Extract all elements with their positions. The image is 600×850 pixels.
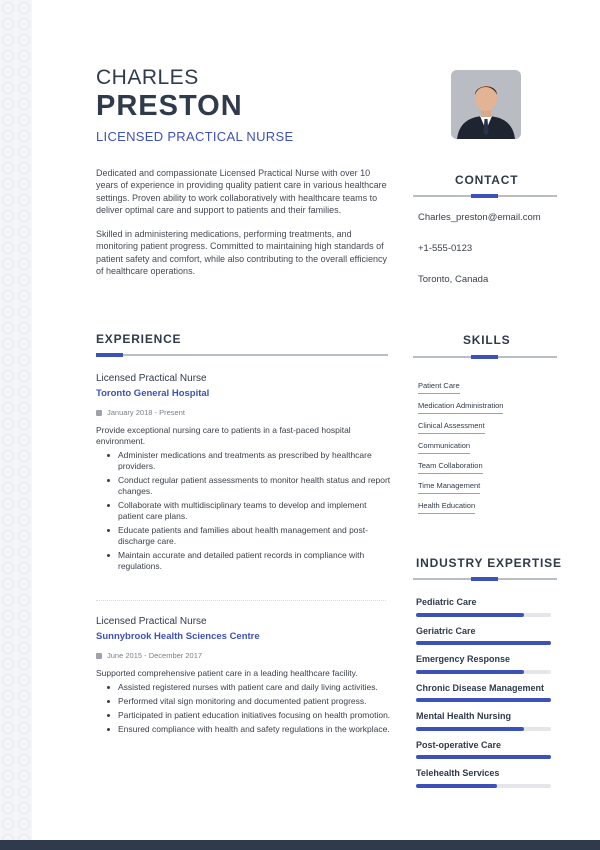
- industry-expertise-heading: INDUSTRY EXPERTISE: [416, 556, 562, 570]
- job-bullet: Administer medications and treatments as prescribed by healthcare providers.: [96, 450, 392, 472]
- professional-summary: [96, 167, 388, 277]
- profile-photo-image: [451, 70, 521, 139]
- footer-band: [0, 840, 600, 850]
- contact-phone[interactable]: +1-555-0123: [418, 243, 473, 254]
- expertise-bar-fill: [416, 613, 524, 617]
- expertise-label: Pediatric Care: [416, 597, 477, 607]
- expertise-label: Telehealth Services: [416, 768, 500, 778]
- expertise-item: [416, 739, 556, 760]
- first-name: CHARLES: [96, 66, 199, 89]
- skills-heading: SKILLS: [463, 333, 511, 347]
- industry-expertise-list: [416, 596, 556, 796]
- expertise-bar-track: [416, 784, 551, 788]
- expertise-label: Mental Health Nursing: [416, 711, 512, 721]
- job-bullet: Ensured compliance with health and safety regulations in the workplace.: [96, 724, 392, 735]
- job-role: Licensed Practical Nurse: [96, 373, 207, 384]
- expertise-bar-track: [416, 613, 551, 617]
- expertise-bar-track: [416, 698, 551, 702]
- job-dates-text: June 2015 - December 2017: [107, 651, 203, 660]
- contact-email[interactable]: Charles_preston@email.com: [418, 212, 541, 223]
- job-dates-text: January 2018 - Present: [107, 408, 185, 417]
- calendar-icon: [96, 410, 102, 416]
- expertise-label: Post-operative Care: [416, 739, 502, 750]
- last-name: PRESTON: [96, 90, 243, 122]
- summary-paragraph: Dedicated and compassionate Licensed Practical Nurse with over 10 years of experience in providing quality patient care in various healthcare settings. Proven ability to work collaboratively with healthcare teams to deliver optimal care and support to patients and their families.: [96, 168, 387, 215]
- job-description: Supported comprehensive patient care in a leading healthcare facility.: [96, 668, 358, 678]
- expertise-bar-fill: [416, 784, 497, 788]
- job-bullets: [96, 450, 392, 572]
- skill-tag: Medication Administration: [418, 401, 503, 414]
- expertise-label: Emergency Response: [416, 654, 511, 664]
- job-bullet: Conduct regular patient assessments to monitor health status and report changes.: [96, 475, 392, 497]
- experience-divider: [96, 600, 386, 601]
- job-role: Licensed Practical Nurse: [96, 616, 207, 627]
- skill-tag: Clinical Assessment: [418, 421, 485, 434]
- contact-location: Toronto, Canada: [418, 274, 489, 285]
- job-company: Sunnybrook Health Sciences Centre: [96, 631, 260, 642]
- expertise-label: Geriatric Care: [416, 625, 476, 636]
- calendar-icon: [96, 653, 102, 659]
- contact-list: [418, 212, 541, 305]
- expertise-bar-track: [416, 670, 551, 674]
- contact-rule: [413, 195, 557, 197]
- job-dates: [96, 408, 392, 417]
- experience-rule: [96, 354, 388, 356]
- job-bullet: Collaborate with multidisciplinary teams to develop and implement patient care plans.: [96, 500, 392, 522]
- expertise-bar-fill: [416, 698, 551, 702]
- decorative-pattern-strip: [0, 0, 32, 850]
- expertise-bar-fill: [416, 727, 524, 731]
- expertise-bar-track: [416, 727, 551, 731]
- skill-tag: Team Collaboration: [418, 461, 483, 474]
- job-bullets: [96, 682, 392, 735]
- summary-paragraph: Skilled in administering medications, performing treatments, and monitoring patient progress. Committed to maintaining high standards of patient safety and comfort, while also contributing to the overall efficiency of healthcare operations.: [96, 229, 387, 277]
- job-dates: [96, 651, 392, 660]
- expertise-item: [416, 767, 556, 788]
- contact-rule-accent: [471, 194, 498, 198]
- experience-rule-accent: [96, 353, 123, 357]
- job-bullet: Educate patients and families about health management and post-discharge care.: [96, 525, 392, 547]
- industry-expertise-rule-accent: [471, 577, 498, 581]
- expertise-item: [416, 653, 556, 674]
- experience-entry: [96, 616, 392, 738]
- expertise-bar-fill: [416, 755, 551, 759]
- expertise-label: Chronic Disease Management: [416, 682, 545, 693]
- contact-heading: CONTACT: [455, 173, 519, 187]
- job-company: Toronto General Hospital: [96, 388, 210, 399]
- job-bullet: Participated in patient education initiatives focusing on health promotion.: [96, 710, 392, 721]
- expertise-bar-track: [416, 755, 551, 759]
- skill-tag: Time Management: [418, 481, 480, 494]
- job-bullet: Performed vital sign monitoring and documented patient progress.: [96, 696, 392, 707]
- experience-heading: EXPERIENCE: [96, 332, 182, 346]
- expertise-item: [416, 682, 556, 703]
- expertise-item: [416, 625, 556, 646]
- job-title: LICENSED PRACTICAL NURSE: [96, 129, 294, 144]
- expertise-bar-fill: [416, 670, 524, 674]
- expertise-item: [416, 710, 556, 731]
- skill-tag: Health Education: [418, 501, 475, 514]
- job-bullet: Maintain accurate and detailed patient records in compliance with regulations.: [96, 550, 392, 572]
- skills-rule: [413, 356, 557, 358]
- job-description: Provide exceptional nursing care to patients in a fast-paced hospital environment.: [96, 425, 351, 446]
- skill-tag: Patient Care: [418, 381, 460, 394]
- experience-entry: [96, 373, 392, 575]
- industry-expertise-rule: [413, 578, 557, 580]
- job-bullet: Assisted registered nurses with patient care and daily living activities.: [96, 682, 392, 693]
- skill-tag: Communication: [418, 441, 470, 454]
- expertise-item: [416, 596, 556, 617]
- profile-photo: [451, 70, 521, 139]
- skills-rule-accent: [471, 355, 498, 359]
- skills-list: [418, 375, 503, 515]
- expertise-bar-track: [416, 641, 551, 645]
- expertise-bar-fill: [416, 641, 551, 645]
